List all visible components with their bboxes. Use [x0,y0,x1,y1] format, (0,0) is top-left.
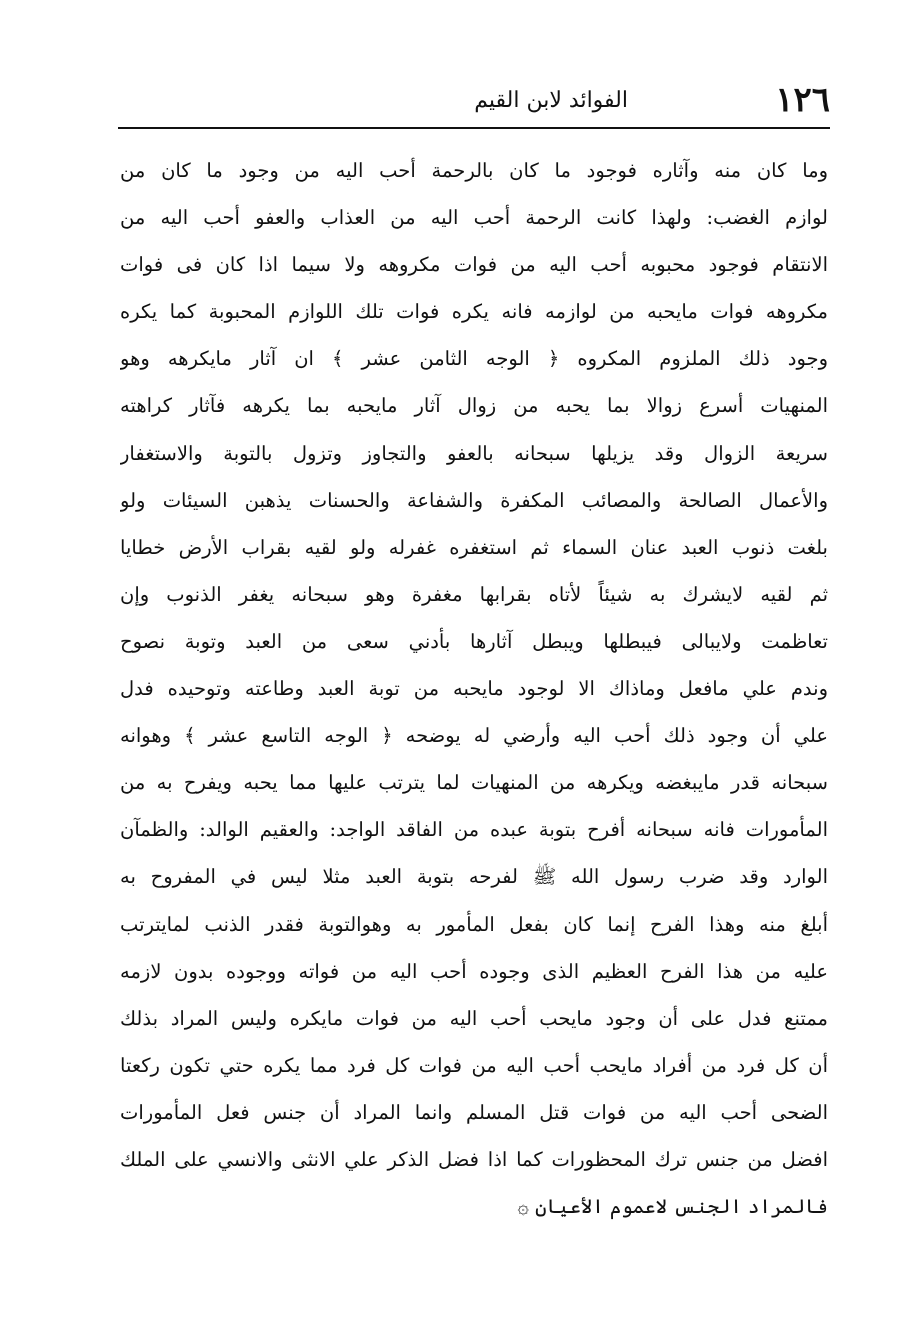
page-header [118,78,830,122]
running-title: الفوائد لابن القيم [474,88,628,113]
text-line: ثم لقيه لايشرك به شيئاً لأتاه بقرابها مغفرة وهو سبحانه يغفر الذنوب وإن [120,582,828,606]
text-line: أبلغ منه وهذا الفرح إنما كان بفعل المأمور به وهوالتوبة فقدر الذنب لمايترتب [120,912,828,936]
text-line: تعاظمت ولايبالى فيبطلها ويبطل آثارها بأدني سعى من العبد وتوبة نصوح [120,629,828,653]
text-line: وما كان منه وآثاره فوجود ما كان بالرحمة أحب اليه من وجود ما كان من [120,159,828,182]
text-line: والأعمال الصالحة والمصائب المكفرة والشفاعة والحسنات يذهبن السيئات ولو [120,488,828,512]
text-line-final: فالمراد الجنس لاعموم الأعيان ۞ [517,1195,828,1219]
text-line: المنهيات أسرع زوالا بما يحبه من زوال آثار مايحبه بما يكرهه فآثار كراهته [120,394,828,418]
header-rule [118,127,830,129]
text-line: علي أن وجود ذلك أحب اليه وأرضي له يوضحه ﴿ الوجه التاسع عشر ﴾ وهوانه [120,724,828,748]
text-line: وندم علي مافعل وماذاك الا لوجود مايحبه من توبة العبد وطاعته وتوحيده فدل [120,677,828,701]
text-line: المأمورات فانه سبحانه أفرح بتوبة عبده من الفاقد الواجد: والعقيم الوالد: والظمآن [120,818,828,842]
text-line: الانتقام فوجود محبوبه أحب اليه من فوات مكروهه ولا سيما اذا كان فى فوات [120,253,828,277]
text-line: سبحانه قدر مايبغضه ويكرهه من المنهيات لما يترتب عليها مما يحبه ويفرح به من [120,771,828,795]
text-line: بلغت ذنوب العبد عنان السماء ثم استغفره غفرله ولو لقيه بقراب الأرض خطايا [120,535,828,559]
text-line: مكروهه فوات مايحبه من لوازمه فانه يكره فوات تلك اللوازم المحبوبة كما يكره [120,300,828,324]
text-line: لوازم الغضب: ولهذا كانت الرحمة أحب اليه من العذاب والعفو أحب اليه من [120,206,828,230]
text-line: ممتنع فدل على أن وجود مايحب أحب اليه من فوات مايكره وليس المراد بذلك [120,1006,828,1030]
body-text [120,147,828,1230]
text-line: عليه من هذا الفرح العظيم الذى وجوده أحب اليه من فواته ووجوده بدون لازمه [120,959,828,983]
text-line: أن كل فرد من أفراد مايحب أحب اليه من فوات كل فرد مما يكره حتي تكون ركعتا [120,1053,828,1077]
text-line: وجود ذلك الملزوم المكروه ﴿ الوجه الثامن عشر ﴾ ان آثار مايكرهه وهو [120,347,828,371]
text-line: الضحى أحب اليه من فوات قتل المسلم وانما المراد أن جنس فعل المأمورات [120,1100,828,1124]
page-number: ١٢٦ [775,80,830,120]
text-line: سريعة الزوال وقد يزيلها سبحانه بالعفو والتجاوز وتزول بالتوبة والاستغفار [120,441,828,465]
text-line: الوارد وقد ضرب رسول الله ﷺ لفرحه بتوبة العبد مثلا ليس في المفروح به [120,865,828,889]
text-line: افضل من جنس ترك المحظورات كما اذا فضل الذكر علي الانثى والانسي على الملك [120,1147,828,1171]
